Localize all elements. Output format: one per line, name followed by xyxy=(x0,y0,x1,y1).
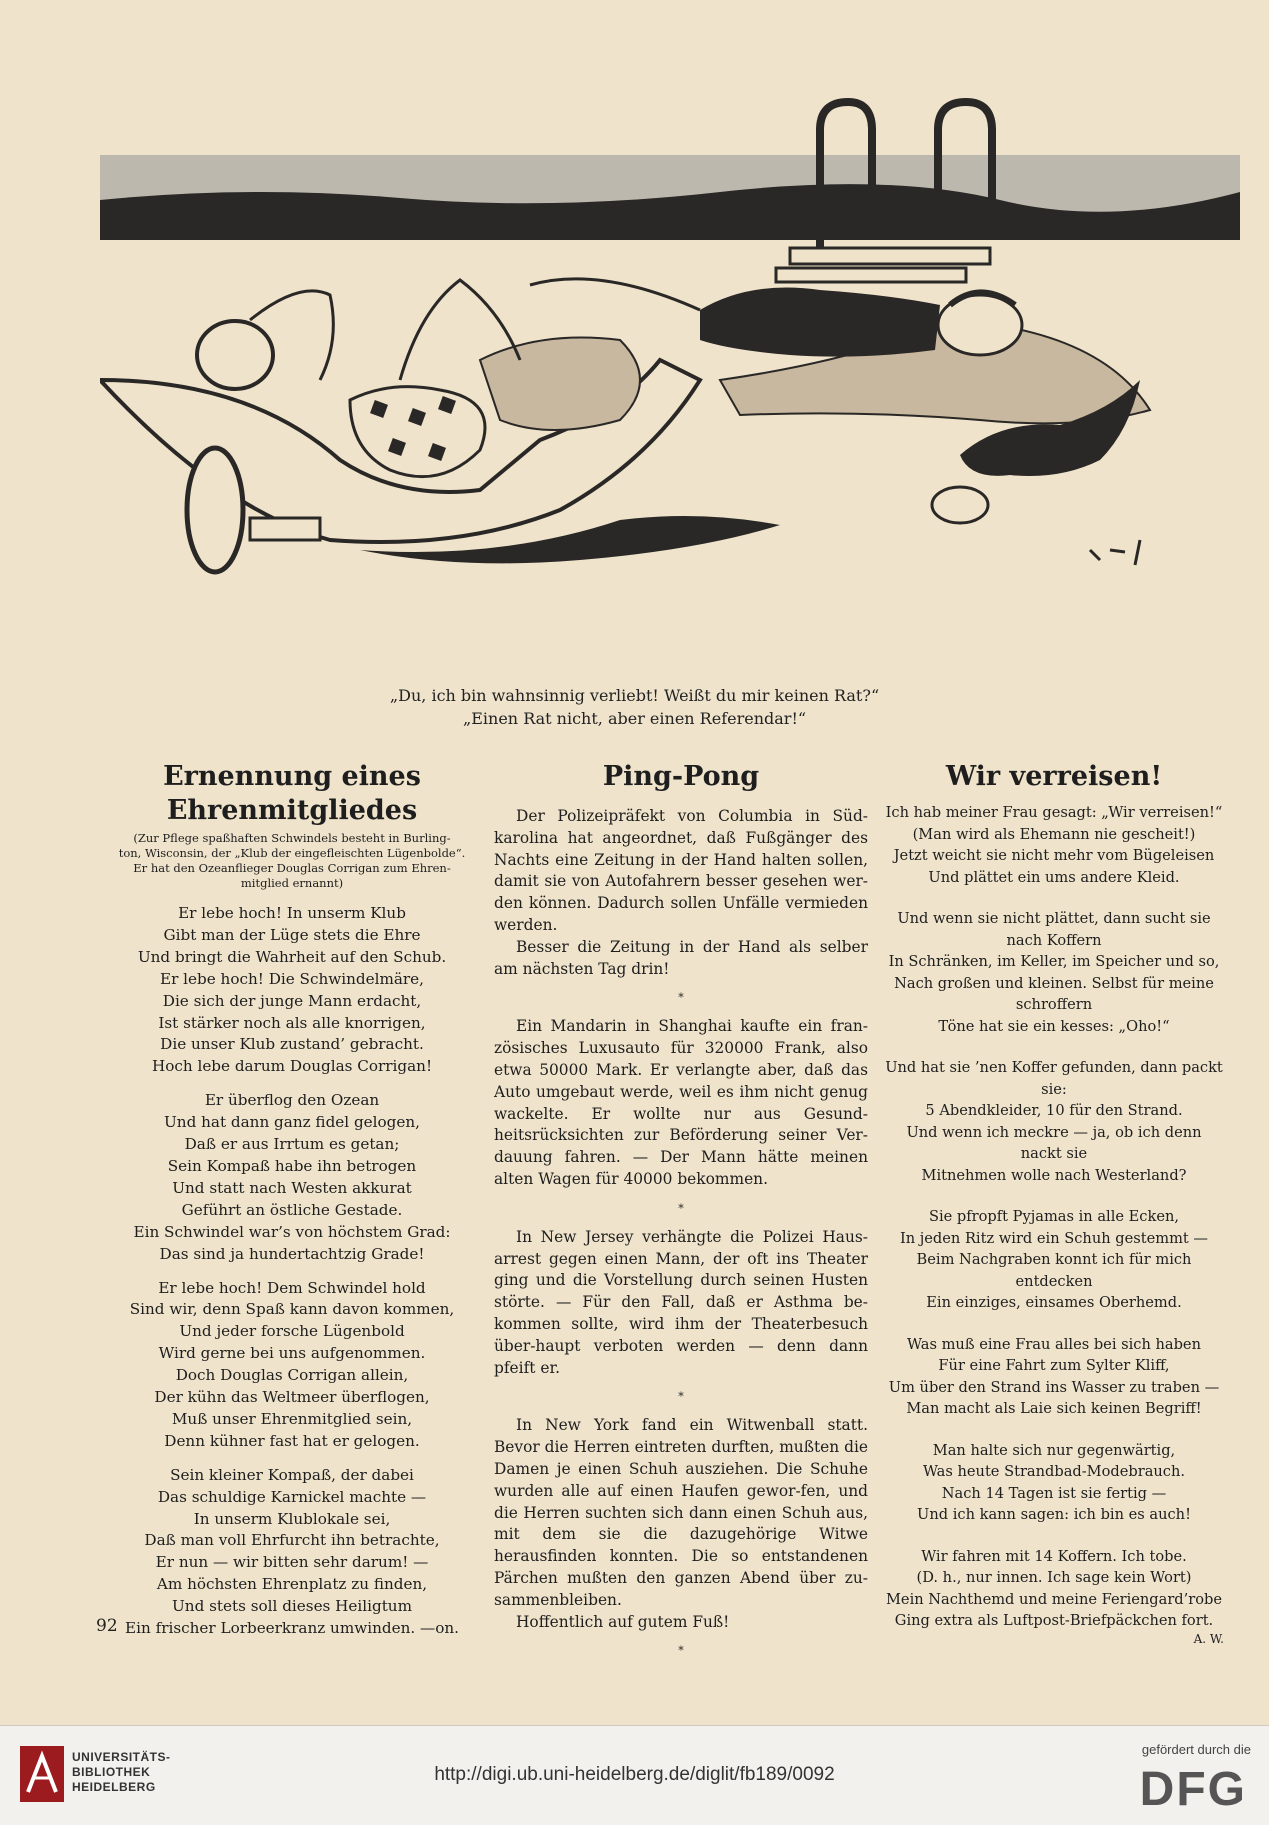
poem xyxy=(100,903,484,1640)
ladder-step xyxy=(776,268,966,282)
page-number: 92 xyxy=(96,1616,118,1636)
poem-stanza: Und wenn sie nicht plättet, dann sucht sie nach Koffern In Schränken, im Keller, im Speicher und so, Nach großen und kleinen. Selbst für meine schroffern Töne hat sie ein kesses: „Oho!“ xyxy=(888,910,1220,1035)
column-ping-pong xyxy=(494,760,868,1669)
poem-stanza: Wir fahren mit 14 Koffern. Ich tobe. (D. h., nur innen. Ich sage kein Wort) Mein Nachthemd und meine Feriengard’robe Ging extra als Luftpost-Briefpäckchen fort. xyxy=(885,1547,1223,1629)
funded-by-label: gefördert durch die xyxy=(1141,1742,1251,1757)
column-wir-verreisen xyxy=(884,760,1224,1646)
lying-woman-legs xyxy=(530,279,700,310)
poem-stanza: Er lebe hoch! Dem Schwindel hold Sind wir, denn Spaß kann davon kommen, Und jeder forsche Lügenbold Wird gerne bei uns aufgenommen. Doch Douglas Corrigan allein, Der kühn das Weltmeer überflogen, Muß unser Ehrenmitglied sein, Denn kühner fast hat er gelogen. xyxy=(129,1278,455,1450)
poem xyxy=(884,802,1224,1632)
separator: * xyxy=(678,991,684,1005)
poem-stanza: Ich hab meiner Frau gesagt: „Wir verreisen!“ (Man wird als Ehemann nie gescheit!) Jetzt weicht sie nicht mehr vom Bügeleisen Und plättet ein ums andere Kleid. xyxy=(885,804,1223,886)
article-title: Ernennung eines Ehrenmitgliedes xyxy=(163,761,421,826)
poem-stanza: Er überflog den Ozean Und hat dann ganz fidel gelogen, Daß er aus Irrtum es getan; Sein Kompaß habe ihn betrogen Und statt nach Westen akkurat Geführt an östliche Gestade. Ein Schwindel war’s von höchstem Grad: Das sind ja hundertachtzig Grade! xyxy=(133,1091,451,1263)
poem-stanza: Sein kleiner Kompaß, der dabei Das schuldige Karnickel machte — In unserm Klublokale sei, Daß man voll Ehrfurcht ihn betrachte, Er nun — wir bitten sehr darum! — Am höchsten Ehrenplatz zu finden, Und stets soll dieses Heiligtum Ein frischer Lorbeerkranz umwinden. —on. xyxy=(125,1465,459,1638)
cartoon-illustration xyxy=(100,80,1240,680)
lying-woman-swimsuit xyxy=(700,288,940,357)
column-ehrenmitglied xyxy=(100,760,484,1640)
article-title: Ping-Pong xyxy=(602,761,760,792)
poem-stanza: Er lebe hoch! In unserm Klub Gibt man der Lüge stets die Ehre Und bringt die Wahrheit auf den Schub. Er lebe hoch! Die Schwindelmäre, Die sich der junge Mann erdacht, Ist stärker noch als alle knorrigen, Die unser Klub zustand’ gebracht. Hoch lebe darum Douglas Corrigan! xyxy=(137,904,447,1076)
paragraph: Besser die Zeitung in der Hand als selber am nächsten Tag drin! xyxy=(494,937,868,978)
ladder-step xyxy=(790,248,990,264)
poem-stanza: Was muß eine Frau alles bei sich haben Für eine Fahrt zum Sylter Kliff, Um über den Strand ins Wasser zu traben — Man macht als Laie sich keinen Begriff! xyxy=(888,1335,1220,1417)
poem-stanza: Und hat sie ’nen Koffer gefunden, dann packt sie: 5 Abendkleider, 10 für den Strand. Und wenn ich meckre — ja, ob ich denn nackt sie Mitnehmen wolle nach Westerland? xyxy=(885,1059,1223,1184)
sitting-woman-hat xyxy=(197,321,273,389)
paragraph: Ein Mandarin in Shanghai kaufte ein fran-zösisches Luxusauto für 320000 Frank, also etwa 50000 Mark. Er verlangte aber, daß das Auto umgebaut werde, weil es ihm nicht genug wackelte. Er wollte nur aus Gesund-heitsrücksichten zur Beförderung seiner Ver-dauung fahren. — Der Mann hätte meinen alten Wagen für 40000 bekommen. xyxy=(494,1017,868,1188)
paragraph: Der Polizeipräfekt von Columbia in Süd-karolina hat angeordnet, daß Fußgänger des Nachts eine Zeitung in der Hand halten sollen, damit sie von Autofahrern besser gesehen wer-den können. Dadurch sollen Unfälle vermieden werden. xyxy=(494,807,868,934)
separator: * xyxy=(678,1390,684,1404)
digitization-footer xyxy=(0,1725,1269,1825)
article-title: Wir verreisen! xyxy=(945,761,1163,792)
axle xyxy=(250,518,320,540)
separator: * xyxy=(678,1644,684,1658)
paragraph: Hoffentlich auf gutem Fuß! xyxy=(516,1612,730,1631)
sitting-woman-swimsuit xyxy=(350,387,485,477)
library-name: UNIVERSITÄTS- BIBLIOTHEK HEIDELBERG xyxy=(72,1750,171,1794)
artist-signature xyxy=(1090,540,1140,565)
page-url[interactable]: http://digi.ub.uni-heidelberg.de/diglit/fb189/0092 xyxy=(434,1764,835,1785)
cushion xyxy=(480,338,640,431)
author-signature: A. W. xyxy=(1193,1631,1224,1646)
article-body xyxy=(494,806,868,1663)
wheel xyxy=(187,448,243,572)
dfg-logo: DFG xyxy=(1139,1763,1247,1816)
article-intro: (Zur Pflege spaßhaften Schwindels besteht in Burling- ton, Wisconsin, der „Klub der eingefleischten Lügenbolde“. Er hat den Ozeanflieger Douglas Corrigan zum Ehren- mitglied ernannt) xyxy=(118,831,466,890)
separator: * xyxy=(678,1201,684,1215)
cartoon-caption xyxy=(0,684,1269,730)
paragraph: In New York fand ein Witwenball statt. Bevor die Herren eintreten durften, mußten die Damen je einen Schuh ausziehen. Die Schuhe wurden alle auf einen Haufen gewor-fen, und die Herren suchten sich dann einen Schuh aus, mit dem sie die dazugehörige Witwe herausfinden konnten. Die so entstandenen Pärchen mußten den ganzen Abend über zu-sammenbleiben. xyxy=(494,1416,868,1609)
poem-stanza: Man halte sich nur gegenwärtig, Was heute Strandbad-Modebrauch. Nach 14 Tagen ist sie fertig — Und ich kann sagen: ich bin es auch! xyxy=(917,1441,1191,1523)
poem-stanza: Sie pfropft Pyjamas in alle Ecken, In jeden Ritz wird ein Schuh gestemmt — Beim Nachgraben konnt ich für mich entdecken Ein einziges, einsames Oberhemd. xyxy=(899,1208,1209,1311)
caption-line-2: „Einen Rat nicht, aber einen Referendar!“ xyxy=(462,709,807,728)
caption-line-1: „Du, ich bin wahnsinnig verliebt! Weißt du mir keinen Rat?“ xyxy=(389,686,880,705)
dog-plate xyxy=(932,487,988,523)
paragraph: In New Jersey verhängte die Polizei Haus-arrest gegen einen Mann, der oft ins Theater ging und die Vorstellung durch seinen Husten störte. — Für den Fall, daß er Asthma be-kommen sollte, wird ihm der Theaterbesuch über-haupt verboten werden — denn dann pfeift er. xyxy=(494,1227,868,1377)
